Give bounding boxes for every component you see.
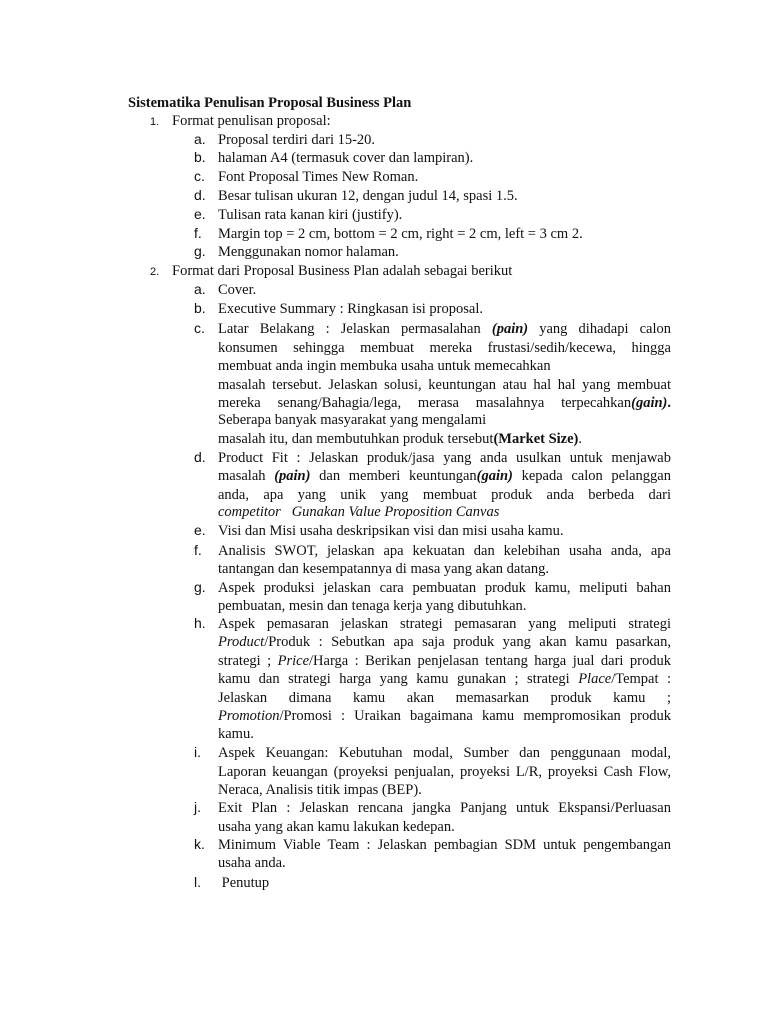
section-heading: Format dari Proposal Business Plan adalah sebagai berikut (172, 263, 513, 279)
item-letter: b. (194, 149, 206, 165)
list-item: Menggunakan nomor halaman. (218, 244, 399, 260)
list-item-line: strategi ; Price/Harga : Berikan penjelasan tentang harga jual dari produk (218, 653, 671, 669)
list-item-line: Product Fit : Jelaskan produk/jasa yang anda usulkan untuk menjawab (218, 450, 671, 466)
list-item: Proposal terdiri dari 15-20. (218, 132, 376, 148)
item-letter: g. (194, 579, 206, 595)
list-item-line: usaha yang akan kamu lakukan kedepan. (218, 819, 455, 835)
item-letter: d. (194, 187, 206, 203)
list-item: Besar tulisan ukuran 12, dengan judul 14, spasi 1.5. (218, 188, 518, 204)
list-item: Executive Summary : Ringkasan isi proposal. (218, 301, 483, 317)
item-letter: c. (194, 168, 205, 184)
item-letter: j. (194, 799, 201, 815)
list-item-line: kamu. (218, 726, 254, 742)
item-letter: i. (194, 744, 201, 760)
list-item-line: Promotion/Promosi : Uraikan bagaimana kamu mempromosikan produk (218, 708, 671, 724)
section-heading: Format penulisan proposal: (172, 113, 331, 129)
list-item: Font Proposal Times New Roman. (218, 169, 419, 185)
list-item-line: tantangan dan kesempatannya di masa yang akan datang. (218, 561, 549, 577)
list-item: Margin top = 2 cm, bottom = 2 cm, right = 2 cm, left = 3 cm 2. (218, 226, 583, 242)
list-item-line: mereka senang/Bahagia/lega, merasa masalahnya terpecahkan(gain). (218, 395, 671, 411)
item-letter: h. (194, 615, 206, 631)
list-item-line: Laporan keuangan (proyeksi penjualan, proyeksi L/R, proyeksi Cash Flow, (218, 764, 671, 780)
item-letter: l. (194, 874, 201, 890)
list-item-line: Latar Belakang : Jelaskan permasalahan (pain) yang dihadapi calon (218, 321, 671, 337)
list-item-line: Aspek pemasaran jelaskan strategi pemasaran yang meliputi strategi (218, 616, 671, 632)
list-item-line: Exit Plan : Jelaskan rencana jangka Panjang untuk Ekspansi/Perluasan (218, 800, 671, 816)
list-item-line: Neraca, Analisis titik impas (BEP). (218, 782, 422, 798)
section-number: 2. (150, 266, 160, 278)
item-letter: c. (194, 320, 205, 336)
list-item-line: usaha anda. (218, 855, 286, 871)
list-item-line: Analisis SWOT, jelaskan apa kekuatan dan kelebihan usaha anda, apa (218, 543, 671, 559)
list-item-line: masalah itu, dan membutuhkan produk tersebut(Market Size). (218, 431, 583, 447)
document-title: Sistematika Penulisan Proposal Business Plan (128, 95, 412, 111)
list-item-line: Aspek Keuangan: Kebutuhan modal, Sumber dan penggunaan modal, (218, 745, 671, 761)
list-item-line: pembuatan, mesin dan tenaga kerja yang dibutuhkan. (218, 598, 527, 614)
list-item: Tulisan rata kanan kiri (justify). (218, 207, 403, 223)
section-number: 1. (150, 116, 160, 128)
list-item: Visi dan Misi usaha deskripsikan visi dan misi usaha kamu. (218, 523, 564, 539)
list-item-line: Seberapa banyak masyarakat yang mengalami (218, 412, 487, 428)
list-item: Penutup (218, 875, 270, 891)
list-item-line: Product/Produk : Sebutkan apa saja produk yang akan kamu pasarkan, (218, 634, 671, 650)
item-letter: a. (194, 281, 206, 297)
item-letter: k. (194, 836, 205, 852)
list-item-line: masalah (pain) dan memberi keuntungan(gain) kepada calon pelanggan (218, 468, 671, 484)
item-letter: g. (194, 243, 206, 259)
item-letter: f. (194, 542, 202, 558)
list-item-line: Jelaskan dimana kamu akan memasarkan produk kamu ; (218, 690, 671, 706)
list-item: Cover. (218, 282, 257, 298)
list-item: halaman A4 (termasuk cover dan lampiran). (218, 150, 474, 166)
list-item-line: Aspek produksi jelaskan cara pembuatan produk kamu, meliputi bahan (218, 580, 671, 596)
item-letter: d. (194, 449, 206, 465)
item-letter: e. (194, 206, 206, 222)
list-item-line: Minimum Viable Team : Jelaskan pembagian SDM untuk pengembangan (218, 837, 671, 853)
item-letter: f. (194, 225, 202, 241)
item-letter: e. (194, 522, 206, 538)
item-letter: a. (194, 131, 206, 147)
list-item-line: competitor Gunakan Value Proposition Canvas (218, 504, 500, 520)
list-item-line: membuat anda ingin membuka usaha untuk memecahkan (218, 358, 551, 374)
list-item-line: masalah tersebut. Jelaskan solusi, keuntungan atau hal hal yang membuat (218, 377, 671, 393)
list-item-line: kamu dan strategi harga yang kamu gunakan ; strategi Place/Tempat : (218, 671, 671, 687)
list-item-line: konsumen sehingga membuat mereka frustasi/sedih/kecewa, hingga (218, 340, 671, 356)
item-letter: b. (194, 300, 206, 316)
list-item-line: anda, apa yang unik yang membuat produk anda berbeda dari (218, 487, 671, 503)
